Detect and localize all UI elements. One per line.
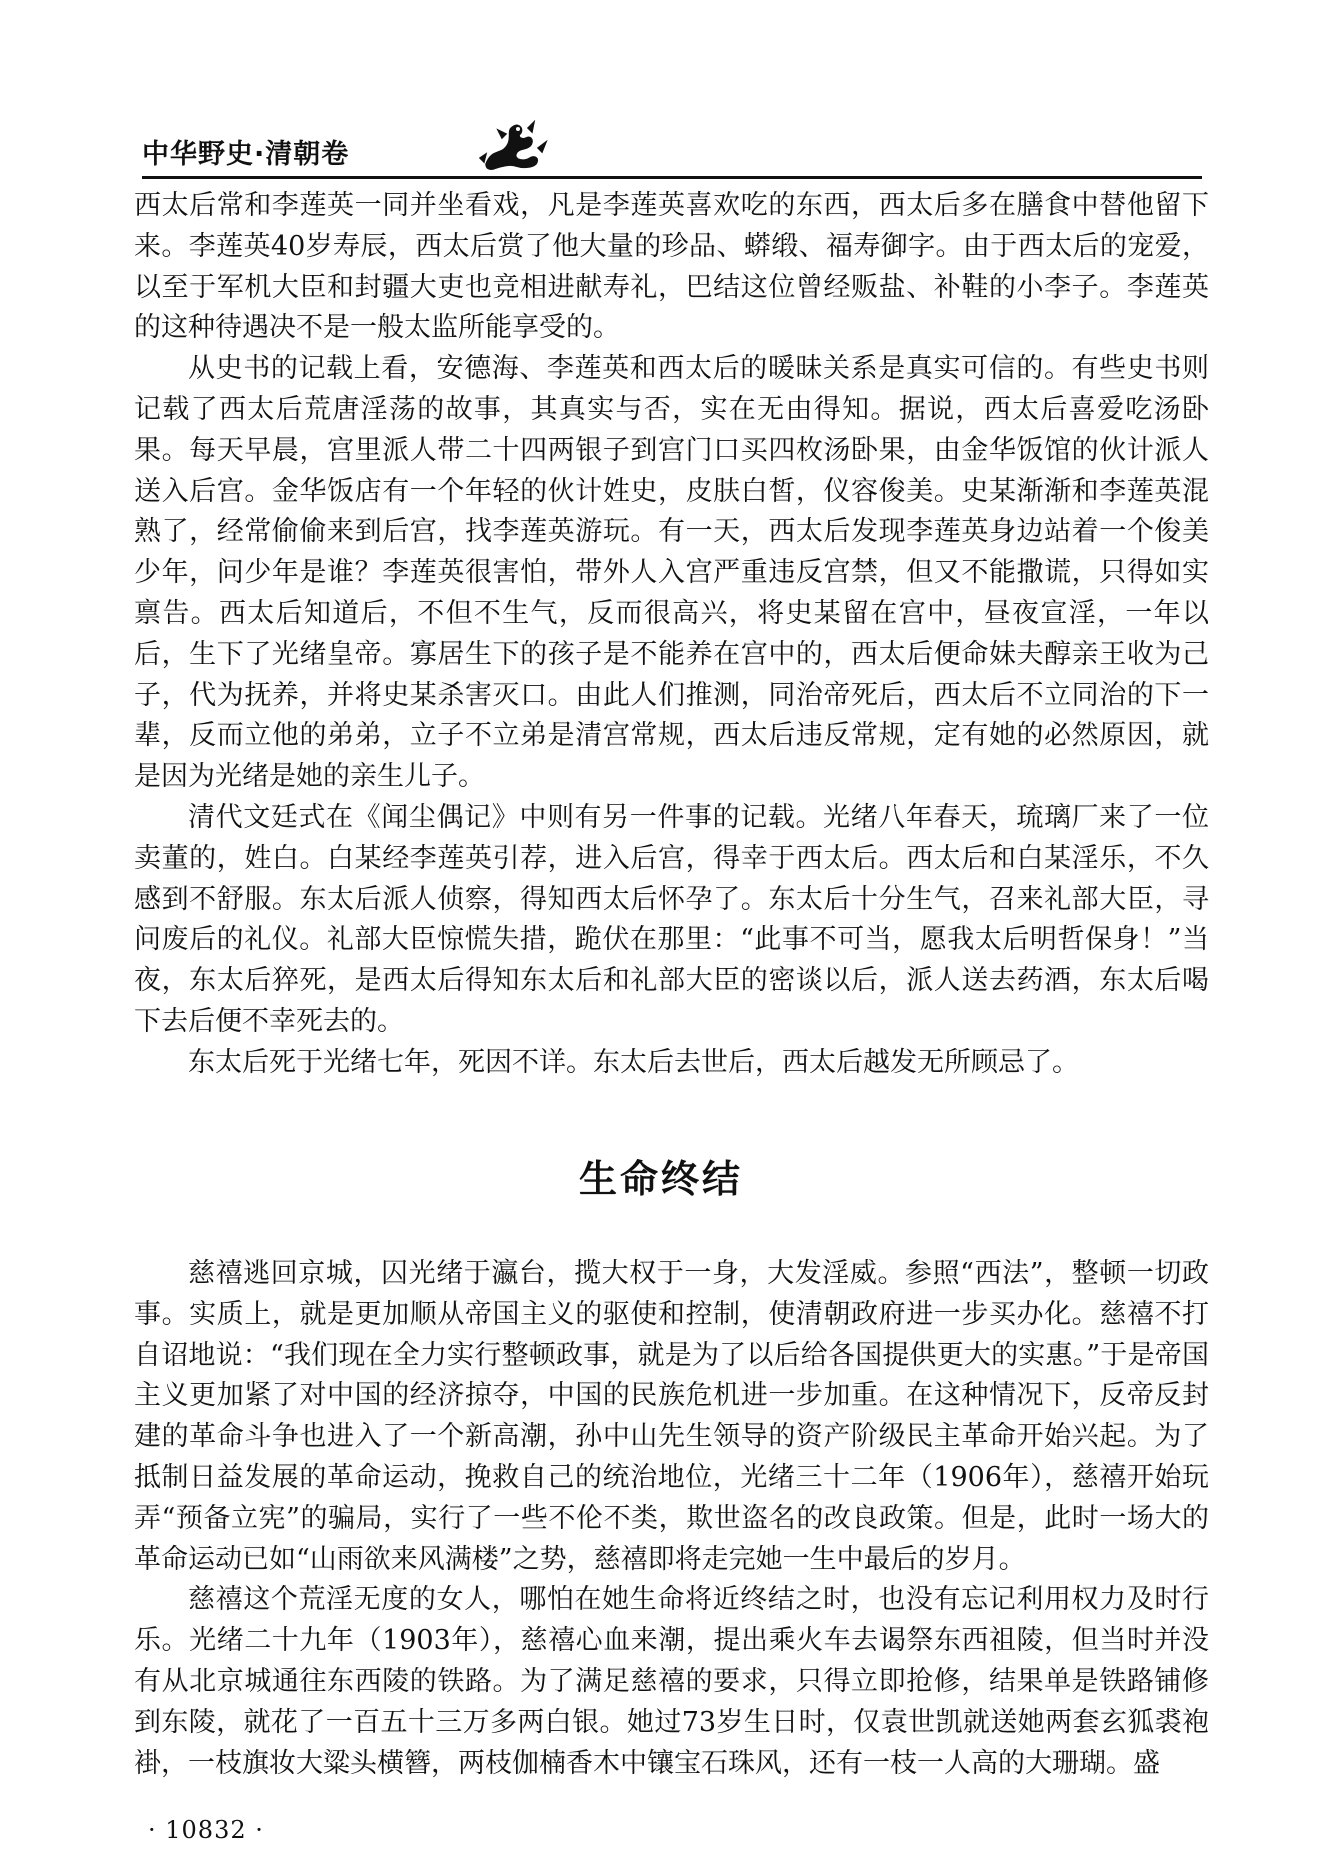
paragraph: 从史书的记载上看，安德海、李莲英和西太后的暖昧关系是真实可信的。有些史书则记载了西太后荒唐淫荡的故事，其真实与否，实在无由得知。据说，西太后喜爱吃汤卧果。每天早晨，宫里派人带二十四两银子到宫门口买四枚汤卧果，由金华饭馆的伙计派人送入后宫。金华饭店有一个年轻的伙计姓史，皮肤白皙，仪容俊美。史某渐渐和李莲英混熟了，经常偷偷来到后宫，找李莲英游玩。有一天，西太后发现李莲英身边站着一个俊美少年，问少年是谁？李莲英很害怕，带外人入宫严重违反宫禁，但又不能撒谎，只得如实禀告。西太后知道后，不但不生气，反而很高兴，将史某留在宫中，昼夜宣淫，一年以后，生下了光绪皇帝。寡居生下的孩子是不能养在宫中的，西太后便命妹夫醇亲王收为己子，代为抚养，并将史某杀害灭口。由此人们推测，同治帝死后，西太后不立同治的下一辈，反而立他的弟弟，立子不立弟是清宫常规，西太后违反常规，定有她的必然原因，就是因为光绪是她的亲生儿子。	[134, 353, 1209, 793]
paragraph: 东太后死于光绪七年，死因不详。东太后去世后，西太后越发无所顾忌了。	[188, 1046, 1079, 1078]
page-number: · 10832 ·	[148, 1816, 264, 1844]
paragraph: 清代文廷式在《闻尘偶记》中则有另一件事的记载。光绪八年春天，琉璃厂来了一位卖董的，姓白。白某经李莲英引荐，进入后宫，得幸于西太后。西太后和白某淫乐，不久感到不舒服。东太后派人侦察，得知西太后怀孕了。东太后十分生气，召来礼部大臣，寻问废后的礼仪。礼部大臣惊慌失措，跪伏在那里：“此事不可当，愿我太后明哲保身！”当夜，东太后猝死，是西太后得知东太后和礼部大臣的密谈以后，派人送去药酒，东太后喝下去后便不幸死去的。	[134, 801, 1209, 1037]
section-1-body	[134, 186, 1209, 1084]
paragraph: 慈禧这个荒淫无度的女人，哪怕在她生命将近终结之时，也没有忘记利用权力及时行乐。光绪二十九年（1903年），慈禧心血来潮，提出乘火车去谒祭东西祖陵，但当时并没有从北京城通往东西陵的铁路。为了满足慈禧的要求，只得立即抢修，结果单是铁路铺修到东陵，就花了一百五十三万多两白银。她过73岁生日时，仅袁世凯就送她两套玄狐裘袍褂，一枝旗妆大粱头横簪，两枝伽楠香木中镶宝石珠风，还有一枝一人高的大珊瑚。盛	[134, 1584, 1209, 1779]
book-title: 中华野史·清朝卷	[142, 139, 350, 170]
paragraph: 慈禧逃回京城，囚光绪于瀛台，揽大权于一身，大发淫威。参照“西法”，整顿一切政事。实质上，就是更加顺从帝国主义的驱使和控制，使清朝政府进一步买办化。慈禧不打自诏地说：“我们现在全力实行整顿政事，就是为了以后给各国提供更大的实惠。”于是帝国主义更加紧了对中国的经济掠夺，中国的民族危机进一步加重。在这种情况下，反帝反封建的革命斗争也进入了一个新高潮，孙中山先生领导的资产阶级民主革命开始兴起。为了抵制日益发展的革命运动，挽救自己的统治地位，光绪三十二年（1906年），慈禧开始玩弄“预备立宪”的骗局，实行了一些不伦不类，欺世盗名的改良政策。但是，此时一场大的革命运动已如“山雨欲来风满楼”之势，慈禧即将走完她一生中最后的岁月。	[134, 1258, 1209, 1575]
paragraph: 西太后常和李莲英一同并坐看戏，凡是李莲英喜欢吃的东西，西太后多在膳食中替他留下来。李莲英40岁寿辰，西太后赏了他大量的珍品、蟒缎、福寿御字。由于西太后的宠爱，以至于军机大臣和封疆大吏也竞相进献寿礼，巴结这位曾经贩盐、补鞋的小李子。李莲英的这种待遇决不是一般太监所能享受的。	[134, 190, 1209, 344]
running-header	[142, 118, 1202, 178]
section-heading: 生命终结	[578, 1157, 743, 1201]
section-2-body	[134, 1254, 1209, 1784]
header-rule	[142, 176, 1202, 179]
dragon-emblem-icon	[472, 118, 552, 174]
